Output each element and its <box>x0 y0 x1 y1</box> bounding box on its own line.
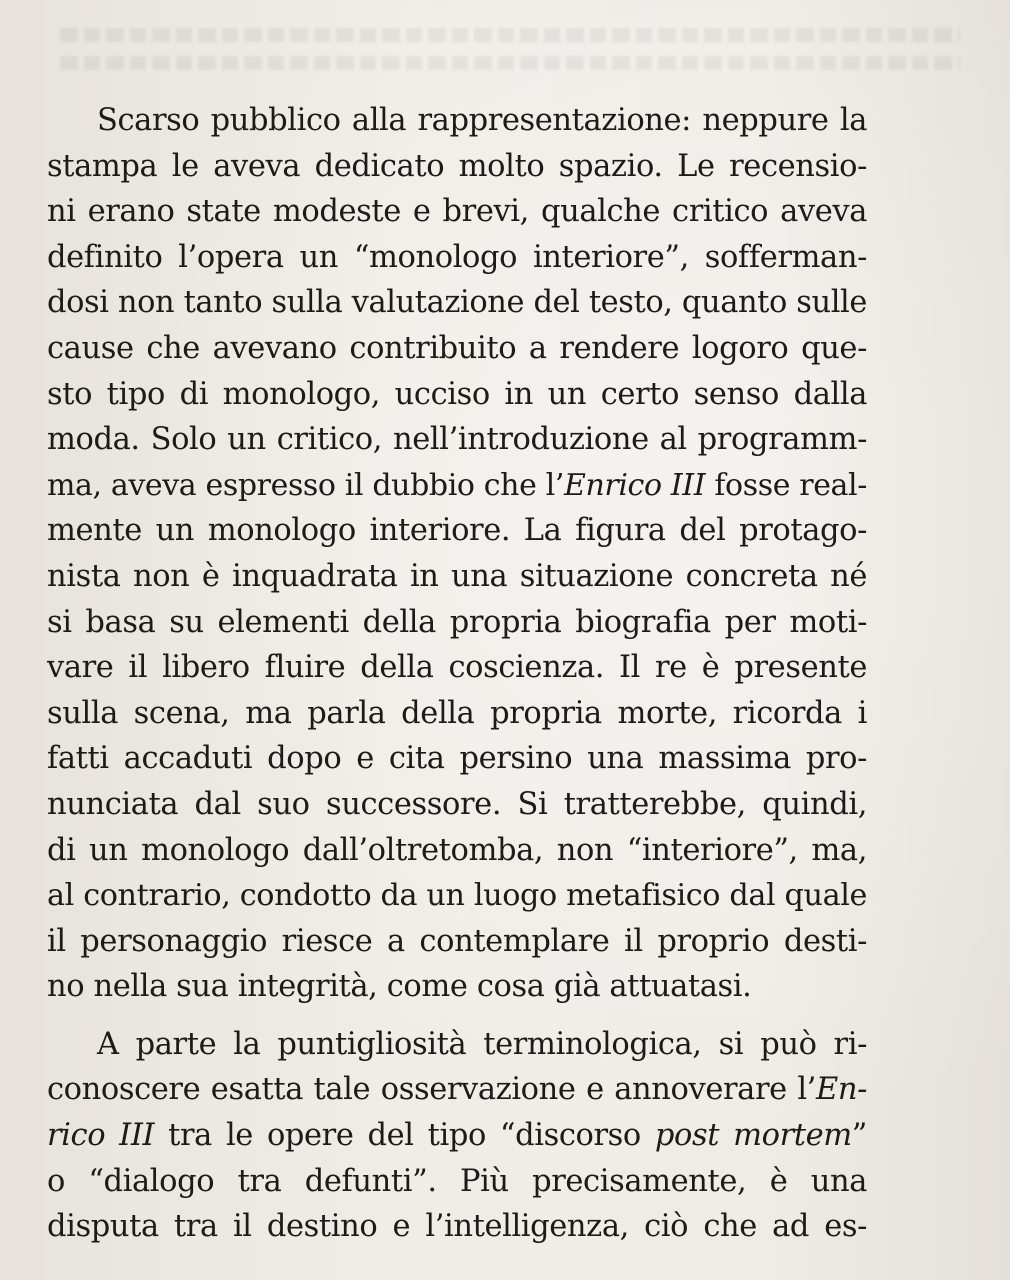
text-line: nunciata dal suo successore. Si tratterebbe, quindi, <box>47 786 867 822</box>
text-line: si basa su elementi della propria biografia per moti- <box>47 604 867 640</box>
text-line: o “dialogo tra defunti”. Più precisamente, è una <box>47 1163 867 1199</box>
text-line: rico III tra le opere del tipo “discorso post mortem” <box>47 1118 867 1154</box>
text-line: nista non è inquadrata in una situazione concreta né <box>47 558 867 594</box>
paragraph-gap <box>47 1010 867 1022</box>
text-line: di un monologo dall’oltretomba, non “interiore”, ma, <box>47 832 867 868</box>
text-line: al contrario, condotto da un luogo metafisico dal quale <box>47 878 867 914</box>
paragraph-2 <box>47 1022 867 1250</box>
text-line: ma, aveva espresso il dubbio che l’Enrico III fosse real- <box>47 467 867 503</box>
text-line: conoscere esatta tale osservazione e annoverare l’En- <box>47 1072 867 1108</box>
text-line: dosi non tanto sulla valutazione del testo, quanto sulle <box>47 285 867 321</box>
text-line: sto tipo di monologo, ucciso in un certo senso dalla <box>47 376 867 412</box>
text-line: cause che avevano contribuito a rendere logoro que- <box>47 330 867 366</box>
text-line: sulla scena, ma parla della propria morte, ricorda i <box>47 695 867 731</box>
text-line: mente un monologo interiore. La figura del protago- <box>47 513 867 549</box>
italic-title: En- <box>815 1072 867 1108</box>
paragraph-1 <box>47 98 867 1010</box>
text-line: definito l’opera un “monologo interiore”, sofferman- <box>47 239 867 275</box>
text-line: A parte la puntigliosità terminologica, si può ri- <box>97 1026 867 1062</box>
text-line: vare il libero fluire della coscienza. Il re è presente <box>47 650 867 686</box>
text-line: fatti accaduti dopo e cita persino una massima pro- <box>47 741 867 777</box>
italic-phrase: post mortem <box>654 1118 852 1154</box>
text-line: stampa le aveva dedicato molto spazio. Le recensio- <box>47 148 867 184</box>
italic-title: Enrico III <box>563 467 706 503</box>
italic-title: rico III <box>47 1118 155 1154</box>
text-line: ni erano state modeste e brevi, qualche critico aveva <box>47 194 867 230</box>
text-line: Scarso pubblico alla rappresentazione: neppure la <box>97 103 867 138</box>
body-text <box>47 98 867 1250</box>
text-line: il personaggio riesce a contemplare il proprio desti- <box>47 923 867 959</box>
show-through-text <box>60 28 960 88</box>
text-line: moda. Solo un critico, nell’introduzione al programm- <box>47 422 867 458</box>
text-line: disputa tra il destino e l’intelligenza, ciò che ad es- <box>47 1209 867 1245</box>
text-line: no nella sua integrità, come cosa già attuatasi. <box>47 969 752 1005</box>
